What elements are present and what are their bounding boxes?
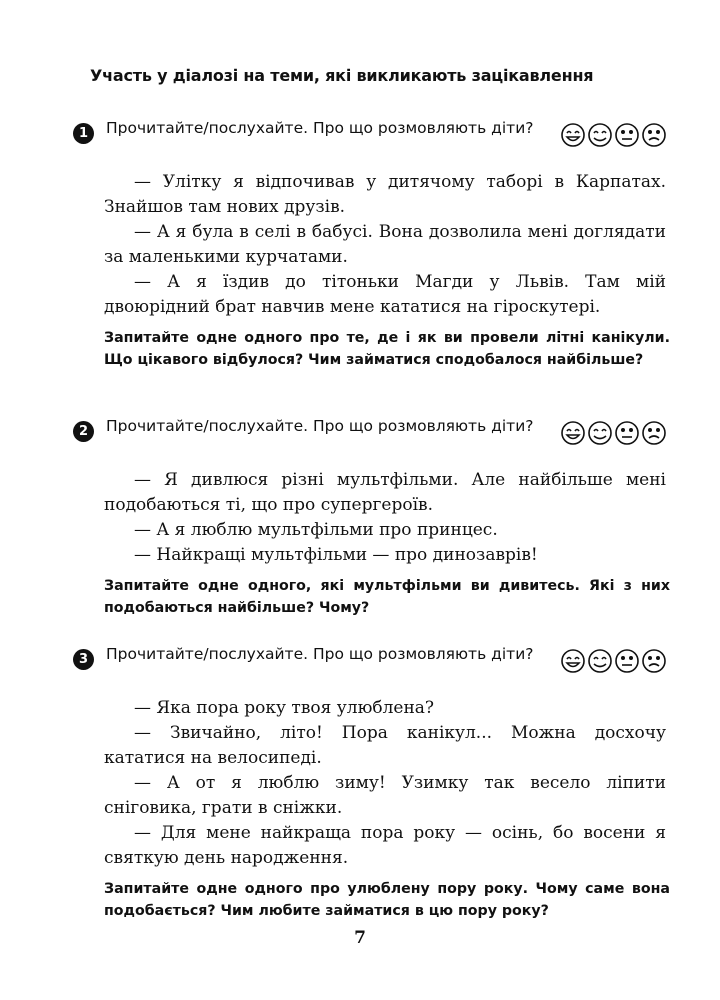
laughing-face-icon bbox=[562, 124, 584, 146]
sad-face-icon bbox=[643, 422, 665, 444]
dialogue-line: — Звичайно, літо! Пора канікул... Можна досхочу кататися на велосипеді. bbox=[104, 723, 666, 768]
exercise-instruction: Прочитайте/послухайте. Про що розмовляють діти? bbox=[106, 645, 534, 663]
mood-faces bbox=[559, 121, 671, 149]
neutral-face-icon bbox=[616, 422, 638, 444]
dialogue-line: — Яка пора року твоя улюблена? bbox=[134, 698, 435, 718]
exercise-number: 3 bbox=[73, 649, 94, 670]
sad-face-icon bbox=[643, 650, 665, 672]
dialogue-line: — А я була в селі в бабусі. Вона дозволила мені доглядати за маленькими курчатами. bbox=[104, 222, 666, 267]
exercise-1 bbox=[0, 118, 720, 371]
exercise-number: 2 bbox=[73, 421, 94, 442]
dialogue-line: — А я люблю мультфільми про принцес. bbox=[134, 520, 498, 540]
laughing-face-icon bbox=[562, 650, 584, 672]
dialogue bbox=[104, 170, 666, 320]
page-number: 7 bbox=[354, 928, 366, 948]
mood-faces bbox=[559, 647, 671, 675]
laughing-face-icon bbox=[562, 422, 584, 444]
dialogue-line: — А от я люблю зиму! Узимку так весело ліпити сніговика, грати в сніжки. bbox=[104, 773, 666, 818]
exercise-instruction: Прочитайте/послухайте. Про що розмовляють діти? bbox=[106, 417, 534, 435]
exercise-task: Запитайте одне одного про те, де і як ви провели літні канікули. Що цікавого відбулося? Чим займатися сподобалося найбільше? bbox=[104, 330, 670, 368]
exercise-number: 1 bbox=[73, 123, 94, 144]
dialogue bbox=[104, 696, 666, 871]
exercise-3 bbox=[0, 644, 720, 922]
dialogue-line: — Найкращі мультфільми — про динозаврів! bbox=[134, 545, 538, 565]
exercise-header bbox=[0, 416, 720, 466]
dialogue-line: — Улітку я відпочивав у дитячому таборі в Карпатах. Знайшов там нових друзів. bbox=[104, 172, 666, 217]
exercise-task: Запитайте одне одного про улюблену пору року. Чому саме вона подобається? Чим любите займатися в цю пору року? bbox=[104, 881, 670, 919]
exercise-header bbox=[0, 118, 720, 168]
dialogue bbox=[104, 468, 666, 568]
dialogue-line: — Я дивлюся різні мультфільми. Але найбільше мені подобаються ті, що про супергероїв. bbox=[104, 470, 666, 515]
smiling-face-icon bbox=[589, 650, 611, 672]
exercise-instruction: Прочитайте/послухайте. Про що розмовляють діти? bbox=[106, 119, 534, 137]
exercise-header bbox=[0, 644, 720, 694]
exercise-2 bbox=[0, 416, 720, 619]
exercise-task: Запитайте одне одного, які мультфільми ви дивитесь. Які з них подобаються найбільше? Чому? bbox=[104, 578, 670, 616]
smiling-face-icon bbox=[589, 124, 611, 146]
smiling-face-icon bbox=[589, 422, 611, 444]
page-title: Участь у діалозі на теми, які викликають зацікавлення bbox=[90, 66, 594, 85]
sad-face-icon bbox=[643, 124, 665, 146]
neutral-face-icon bbox=[616, 650, 638, 672]
neutral-face-icon bbox=[616, 124, 638, 146]
dialogue-line: — Для мене найкраща пора року — осінь, бо восени я святкую день народження. bbox=[104, 823, 666, 868]
mood-faces bbox=[559, 419, 671, 447]
dialogue-line: — А я їздив до тітоньки Магди у Львів. Там мій двоюрідний брат навчив мене кататися на гіроскутері. bbox=[104, 272, 666, 317]
